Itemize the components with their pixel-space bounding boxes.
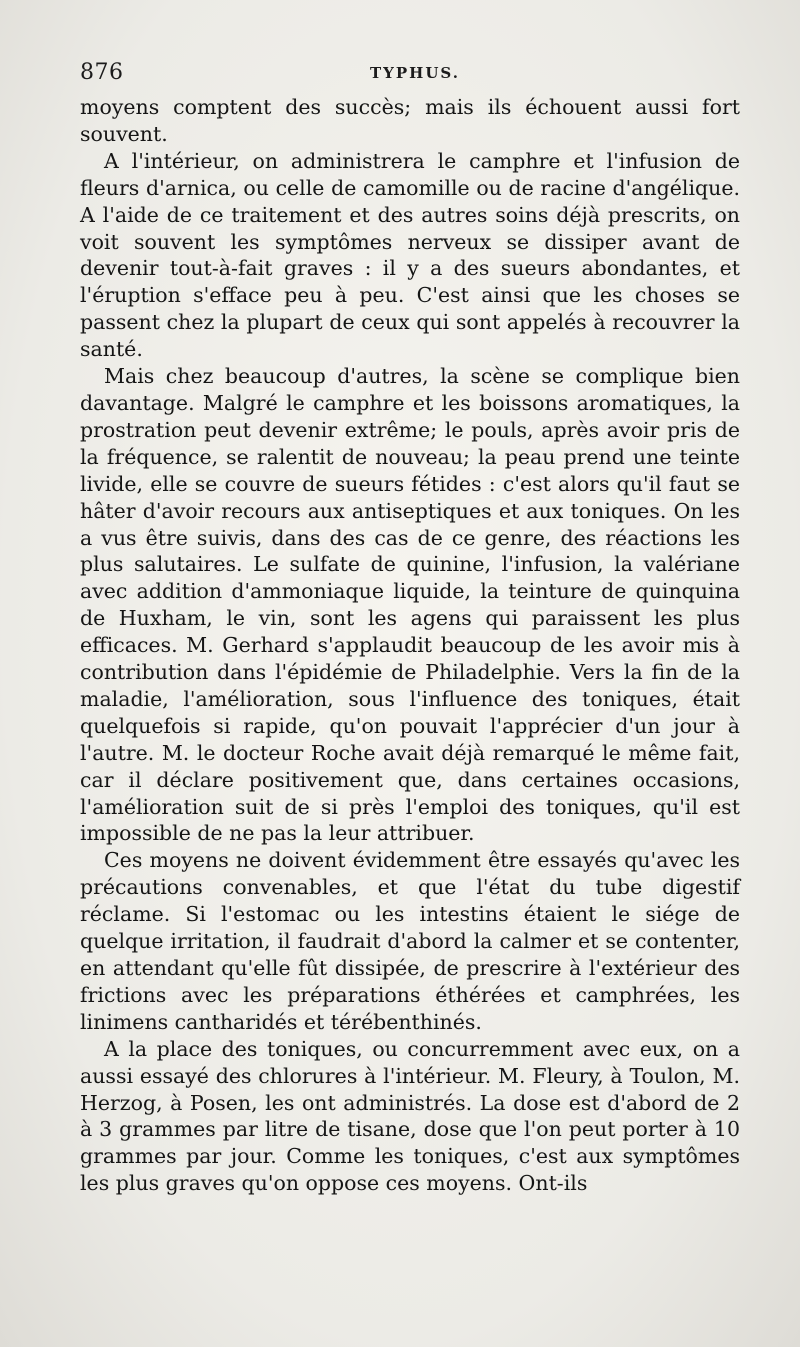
running-head: TYPHUS. <box>370 64 460 82</box>
paragraph-continuation: moyens comptent des succès; mais ils échouent aussi fort souvent. <box>80 95 740 146</box>
paragraph-complications: Mais chez beaucoup d'autres, la scène se complique bien davantage. Malgré le camphre et les boissons aromatiques, la prostration peut devenir extrême; le pouls, après avoir pris de la fréquence, se ralentit de nouveau; la peau prend une teinte livide, elle se couvre de sueurs fétides : c'est alors qu'il faut se hâter d'avoir recours aux antiseptiques et aux toniques. On les a vus être suivis, dans des cas de ce genre, des réactions les plus salutaires. Le sulfate de quinine, l'infusion, la valériane avec addition d'ammoniaque liquide, la teinture de quinquina de Huxham, le vin, sont les agens qui paraissent les plus efficaces. M. Gerhard s'applaudit beaucoup de les avoir mis à contribution dans l'épidémie de Philadelphie. Vers la fin de la maladie, l'amélioration, sous l'influence des toniques, était quelquefois si rapide, qu'on pouvait l'apprécier d'un jour à l'autre. M. le docteur Roche avait déjà remarqué le même fait, car il déclare positivement que, dans certaines occasions, l'amélioration suit de si près l'emploi des toniques, qu'il est impossible de ne pas la leur attribuer. <box>80 364 740 846</box>
paragraph-interieur: A l'intérieur, on administrera le camphre et l'infusion de fleurs d'arnica, ou celle de camomille ou de racine d'angélique. A l'aide de ce traitement et des autres soins déjà prescrits, on voit souvent les symptômes nerveux se dissiper avant de devenir tout-à-fait graves : il y a des sueurs abondantes, et l'éruption s'efface peu à peu. C'est ainsi que les choses se passent chez la plupart de ceux qui sont appelés à recouvrer la santé. <box>80 148 740 362</box>
page-number: 876 <box>80 60 124 85</box>
paragraph-chlorures: A la place des toniques, ou concurremment avec eux, on a aussi essayé des chlorures à l'intérieur. M. Fleury, à Toulon, M. Herzog, à Posen, les ont administrés. La dose est d'abord de 2 à 3 grammes par litre de tisane, dose que l'on peut porter à 10 grammes par jour. Comme les toniques, c'est aux symptômes les plus graves qu'on oppose ces moyens. Ont-ils <box>80 1036 740 1196</box>
page-header <box>80 60 740 90</box>
body-text <box>80 94 740 1197</box>
paragraph-precautions: Ces moyens ne doivent évidemment être essayés qu'avec les précautions convenables, et que l'état du tube digestif réclame. Si l'estomac ou les intestins étaient le siége de quelque irritation, il faudrait d'abord la calmer et se contenter, en attendant qu'elle fût dissipée, de prescrire à l'extérieur des frictions avec les préparations éthérées et camphrées, les linimens cantharidés et térébenthinés. <box>80 848 740 1034</box>
